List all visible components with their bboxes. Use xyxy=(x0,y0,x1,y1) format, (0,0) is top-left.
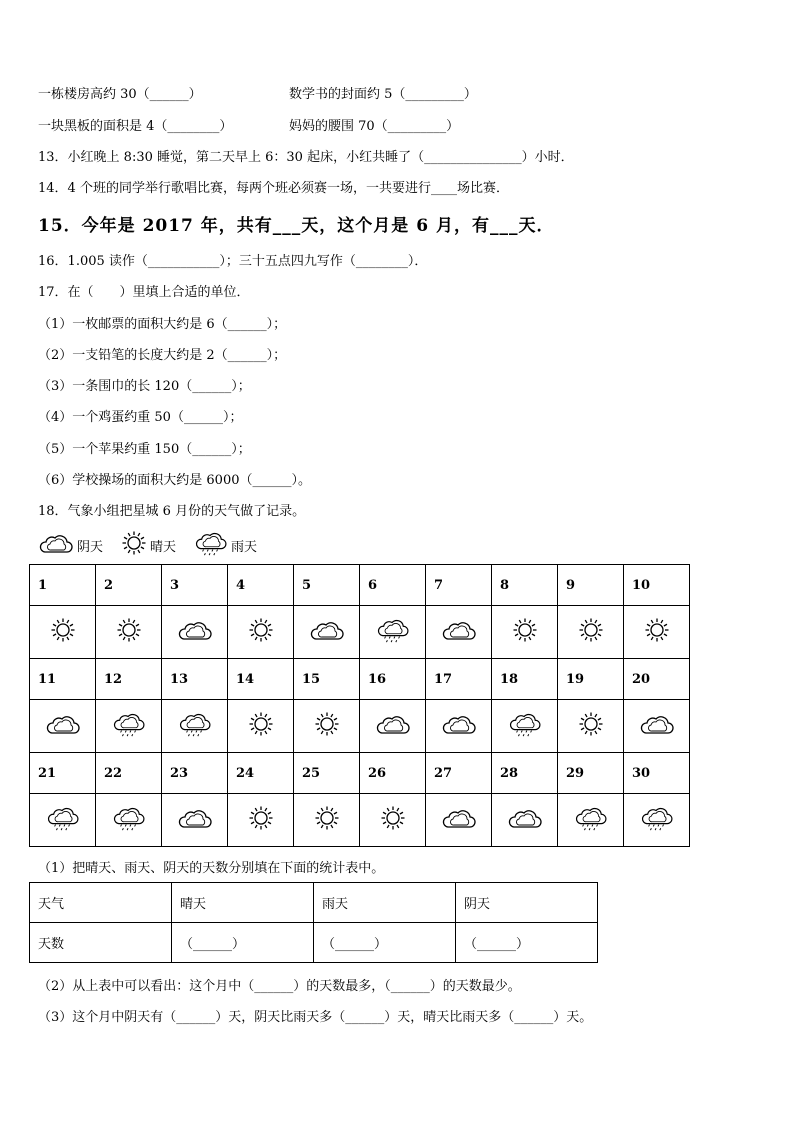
calendar-day-number: 14 xyxy=(228,659,294,700)
rain-cloud-icon xyxy=(178,727,212,742)
question-17-6: （6）学校操场的面积大约是 6000（______）。 xyxy=(38,473,311,488)
calendar-weather-cell xyxy=(96,700,162,753)
cloud-icon xyxy=(639,725,675,740)
sun-icon xyxy=(380,820,406,835)
calendar-weather-cell xyxy=(228,606,294,659)
stat-header-row xyxy=(30,883,598,923)
calendar-weather-cell xyxy=(294,700,360,753)
cloud-icon xyxy=(375,725,411,740)
question-15: 15．今年是 2017 年，共有___天，这个月是 6 月，有___天． xyxy=(38,216,555,236)
legend-label: 雨天 xyxy=(231,539,258,555)
calendar-day-number: 8 xyxy=(492,565,558,606)
calendar-weather-cell xyxy=(30,606,96,659)
q12-line2-right: 妈妈的腰围 70（_________） xyxy=(289,119,460,134)
rain-cloud-icon xyxy=(640,821,674,836)
calendar-day-number: 9 xyxy=(558,565,624,606)
calendar-weather-row xyxy=(30,606,690,659)
calendar-weather-cell xyxy=(162,606,228,659)
calendar-weather-cell xyxy=(162,794,228,847)
calendar-weather-cell xyxy=(30,794,96,847)
sun-icon xyxy=(578,726,604,741)
stat-blank-cloudy: （______） xyxy=(456,923,598,963)
stat-header-cell: 天气 xyxy=(30,883,172,923)
calendar-day-number: 27 xyxy=(426,753,492,794)
calendar-weather-cell xyxy=(426,606,492,659)
question-17-2: （2）一支铅笔的长度大约是 2（______）； xyxy=(38,348,287,363)
calendar-weather-cell xyxy=(294,606,360,659)
sun-icon xyxy=(314,726,340,741)
question-18-3: （3）这个月中阴天有（______）天，阴天比雨天多（______）天，晴天比雨天多（______）天。 xyxy=(38,1010,593,1025)
calendar-day-number: 12 xyxy=(96,659,162,700)
calendar-weather-cell xyxy=(624,794,690,847)
calendar-day-number: 30 xyxy=(624,753,690,794)
calendar-day-number: 15 xyxy=(294,659,360,700)
calendar-day-number: 11 xyxy=(30,659,96,700)
calendar-weather-cell xyxy=(624,700,690,753)
calendar-day-number: 22 xyxy=(96,753,162,794)
question-18-2: （2）从上表中可以看出：这个月中（______）的天数最多，（______）的天数最少。 xyxy=(38,979,521,994)
calendar-weather-cell xyxy=(360,700,426,753)
sun-icon xyxy=(512,632,538,647)
sun-icon xyxy=(50,632,76,647)
calendar-day-number: 26 xyxy=(360,753,426,794)
calendar-day-number: 5 xyxy=(294,565,360,606)
calendar-day-number: 13 xyxy=(162,659,228,700)
question-17-4: （4）一个鸡蛋约重 50（______）； xyxy=(38,410,243,425)
calendar-weather-cell xyxy=(426,700,492,753)
q12-line1-right: 数学书的封面约 5（_________） xyxy=(289,87,477,102)
rain-cloud-icon xyxy=(112,727,146,742)
calendar-day-number: 2 xyxy=(96,565,162,606)
legend-label: 阴天 xyxy=(77,539,104,555)
cloud-icon xyxy=(441,631,477,646)
calendar-weather-cell xyxy=(96,606,162,659)
rain-cloud-icon xyxy=(194,529,231,561)
stat-header-cell: 雨天 xyxy=(314,883,456,923)
calendar-day-number: 3 xyxy=(162,565,228,606)
cloud-icon xyxy=(177,631,213,646)
legend-label: 晴天 xyxy=(150,539,177,555)
calendar-day-number: 18 xyxy=(492,659,558,700)
stat-blank-sunny: （______） xyxy=(172,923,314,963)
calendar-day-number: 29 xyxy=(558,753,624,794)
question-17: 17．在（ ）里填上合适的单位． xyxy=(38,285,250,300)
calendar-day-number: 1 xyxy=(30,565,96,606)
calendar-weather-cell xyxy=(558,794,624,847)
cloud-icon xyxy=(309,631,345,646)
sun-icon xyxy=(314,820,340,835)
q12-line1-left: 一栋楼房高约 30（______） xyxy=(38,87,202,102)
cloud-icon xyxy=(507,819,543,834)
legend-item-cloudy xyxy=(38,531,103,559)
sun-icon xyxy=(248,726,274,741)
rain-cloud-icon xyxy=(46,821,80,836)
question-14: 14．4 个班的同学举行歌唱比赛，每两个班必须赛一场，一共要进行____场比赛． xyxy=(38,181,509,196)
question-17-1: （1）一枚邮票的面积大约是 6（______）； xyxy=(38,317,287,332)
calendar-day-number: 21 xyxy=(30,753,96,794)
calendar-weather-cell xyxy=(426,794,492,847)
stat-value-row xyxy=(30,923,598,963)
calendar-day-number: 16 xyxy=(360,659,426,700)
rain-cloud-icon xyxy=(574,821,608,836)
question-17-3: （3）一条围巾的长 120（______）； xyxy=(38,379,251,394)
calendar-date-row xyxy=(30,753,690,794)
sun-icon xyxy=(578,632,604,647)
cloud-icon xyxy=(177,819,213,834)
calendar-day-number: 24 xyxy=(228,753,294,794)
q12-line2-left: 一块黑板的面积是 4（________） xyxy=(38,119,233,134)
calendar-day-number: 6 xyxy=(360,565,426,606)
calendar-weather-cell xyxy=(96,794,162,847)
calendar-day-number: 19 xyxy=(558,659,624,700)
calendar-weather-cell xyxy=(228,700,294,753)
legend-item-rainy xyxy=(194,529,257,561)
stat-header-cell: 晴天 xyxy=(172,883,314,923)
calendar-weather-cell xyxy=(360,606,426,659)
rain-cloud-icon xyxy=(376,633,410,648)
calendar-date-row xyxy=(30,659,690,700)
stat-blank-rainy: （______） xyxy=(314,923,456,963)
sun-icon xyxy=(248,632,274,647)
cloud-icon xyxy=(441,725,477,740)
stat-header-cell: 阴天 xyxy=(456,883,598,923)
question-18-1: （1）把晴天、雨天、阴天的天数分别填在下面的统计表中。 xyxy=(38,861,385,876)
calendar-weather-cell xyxy=(162,700,228,753)
calendar-date-row xyxy=(30,565,690,606)
question-13: 13．小红晚上 8:30 睡觉，第二天早上 6：30 起床，小红共睡了（_______________）小时． xyxy=(38,150,574,165)
calendar-weather-cell xyxy=(492,700,558,753)
cloud-icon xyxy=(441,819,477,834)
calendar-weather-row xyxy=(30,794,690,847)
calendar-day-number: 17 xyxy=(426,659,492,700)
sun-icon xyxy=(121,530,150,560)
rain-cloud-icon xyxy=(508,727,542,742)
weather-legend xyxy=(38,534,275,556)
calendar-weather-cell xyxy=(624,606,690,659)
question-16: 16．1.005 读作（___________）；三十五点四九写作（________）． xyxy=(38,254,428,269)
calendar-day-number: 23 xyxy=(162,753,228,794)
calendar-weather-cell xyxy=(492,794,558,847)
calendar-day-number: 28 xyxy=(492,753,558,794)
calendar-day-number: 20 xyxy=(624,659,690,700)
sun-icon xyxy=(644,632,670,647)
cloud-icon xyxy=(45,725,81,740)
calendar-weather-cell xyxy=(228,794,294,847)
calendar-weather-cell xyxy=(558,606,624,659)
calendar-day-number: 10 xyxy=(624,565,690,606)
sun-icon xyxy=(116,632,142,647)
rain-cloud-icon xyxy=(112,821,146,836)
legend-item-sunny xyxy=(121,530,176,560)
calendar-day-number: 7 xyxy=(426,565,492,606)
calendar-weather-cell xyxy=(360,794,426,847)
question-18: 18．气象小组把星城 6 月份的天气做了记录。 xyxy=(38,504,306,519)
calendar-day-number: 4 xyxy=(228,565,294,606)
calendar-weather-cell xyxy=(294,794,360,847)
stat-row-label: 天数 xyxy=(30,923,172,963)
calendar-weather-cell xyxy=(558,700,624,753)
calendar-weather-row xyxy=(30,700,690,753)
calendar-weather-cell xyxy=(30,700,96,753)
calendar-day-number: 25 xyxy=(294,753,360,794)
question-17-5: （5）一个苹果约重 150（______）； xyxy=(38,442,251,457)
weather-calendar xyxy=(29,564,690,847)
cloud-icon xyxy=(38,531,77,559)
weather-stat-table xyxy=(29,882,598,963)
sun-icon xyxy=(248,820,274,835)
calendar-weather-cell xyxy=(492,606,558,659)
